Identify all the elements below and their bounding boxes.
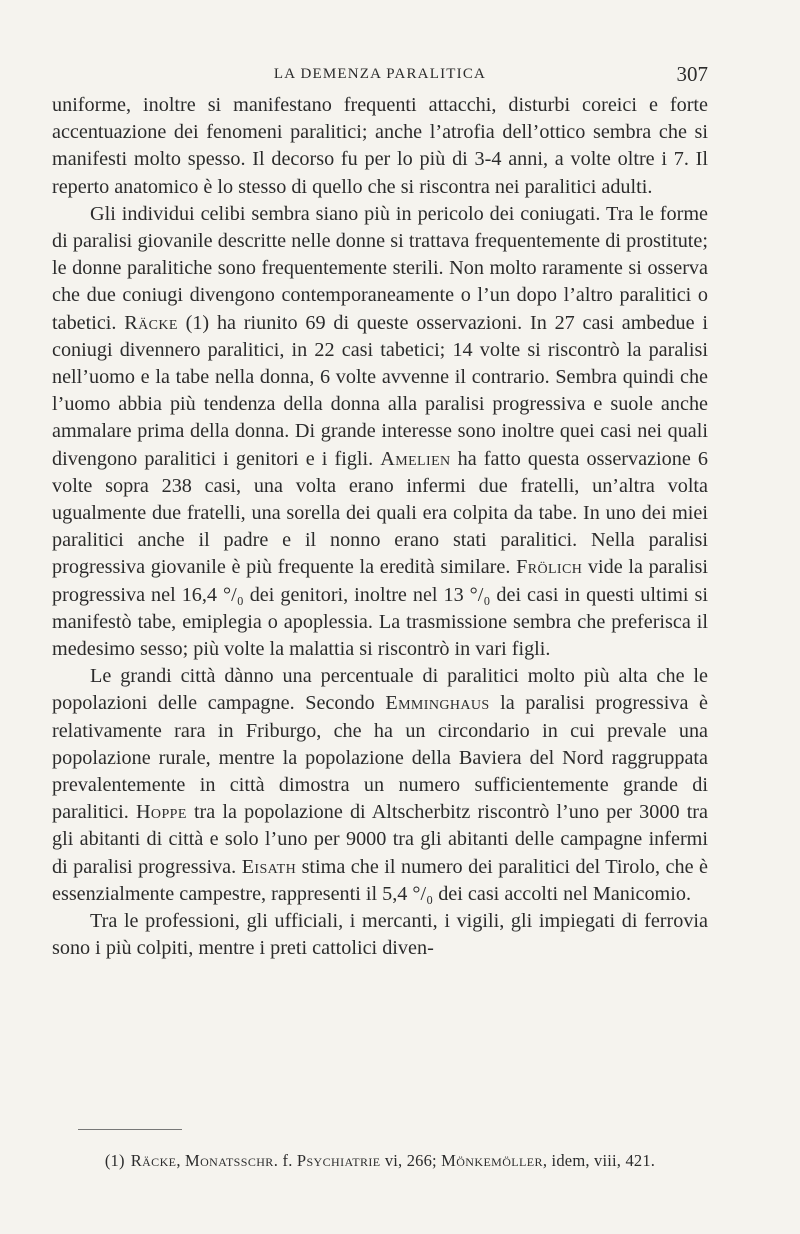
author-name: Hoppe — [135, 801, 187, 824]
text-run: , idem, viii, 421. — [542, 1151, 656, 1170]
text-run: Gli individui celibi sembra siano più in pericolo dei coniugati. Tra le forme di paralisi giovanile descritte nelle donne si trattava frequentemente di prostitute; le donne paralitiche sono frequentemente sterili. Non molto raramente si osserva che due coniugi divengono contemporaneamente o l’un dopo l’altro paralitici o tabetici. — [52, 202, 708, 334]
footnote — [52, 1150, 708, 1172]
footnote-text — [131, 1151, 655, 1170]
running-title: LA DEMENZA PARALITICA — [273, 66, 487, 82]
paragraph — [52, 201, 708, 663]
author-name: Amelien — [380, 447, 451, 470]
paragraph — [52, 92, 708, 201]
author-name: Emminghaus — [385, 692, 490, 715]
author-name: Mönkemöller — [441, 1151, 543, 1170]
text-run: f. — [278, 1151, 297, 1170]
author-name: Eisath — [241, 855, 297, 878]
text-run: uniforme, inoltre si manifestano frequenti attacchi, disturbi coreici e forte accentuazione dei fenomeni paralitici; anche l’atrofia dell’ottico sembra che si manifesti molto spesso. Il decorso fu per lo più di 3-4 anni, a volte oltre i 7. Il reperto anatomico è lo stesso di quello che si riscontra nei paralitici adulti. — [52, 94, 708, 198]
text-run: stima che il numero dei paralitici del Tirolo, che è essenzialmente campestre, rappresenti il 5,4 °/₀ dei casi accolti nel Manicomio. — [52, 855, 709, 905]
text-run: Tra le professioni, gli ufficiali, i mercanti, i vigili, gli impiegati di ferrovia sono i più colpiti, mentre i preti cattolici diven- — [52, 910, 708, 960]
text-run: tra la popolazione di Altscherbitz riscontrò l’uno per 3000 tra gli abitanti di città e solo l’uno per 9000 tra gli abitanti delle campagne infermi di paralisi progressiva. — [52, 801, 708, 878]
text-run: la paralisi progressiva è relativamente rara in Friburgo, che ha un circondario in cui prevale una popolazione rurale, mentre la popolazione della Baviera del Nord raggruppata prevalentemente in città dimostra un numero sufficientemente grande di paralitici. — [52, 692, 708, 824]
author-name: Psychiatrie — [296, 1151, 381, 1170]
text-run: Le grandi città dànno una percentuale di paralitici molto più alta che le popolazioni delle campagne. Secondo — [52, 665, 708, 715]
footnote-number: (1) — [104, 1151, 125, 1170]
text-run: , — [176, 1151, 186, 1170]
paragraph — [52, 663, 708, 908]
text-run: ha fatto questa osservazione 6 volte sopra 238 casi, una volta erano infermi due fratelli, un’altra volta ugualmente due fratelli, una sorella dei quali era colpita da tabe. In uno dei miei paralitici anche il padre e il nonno erano stati paralitici. Nella paralisi progressiva giovanile è più frequente la eredità similare. — [52, 447, 708, 579]
author-name: Räcke — [130, 1151, 177, 1170]
footnote-rule — [78, 1129, 182, 1130]
text-run: (1) ha riunito 69 di queste osservazioni. In 27 casi ambedue i coniugi divennero paralitici, in 22 casi tabetici; 14 volte si riscontrò la paralisi nell’uomo e la tabe nella donna, 6 volte avvenne il contrario. Sembra quindi che l’uomo abbia più tendenza della donna alla paralisi progressiva e suole anche ammalare prima della donna. Di grande interesse sono inoltre quei casi nei quali divengono paralitici i genitori e i figli. — [52, 311, 708, 470]
text-run: vi, 266; — [380, 1151, 442, 1170]
paragraph — [52, 908, 708, 962]
page-header — [52, 62, 708, 88]
author-name: Räcke — [124, 311, 178, 334]
text-run: vide la paralisi progressiva nel 16,4 °/₀ dei genitori, inoltre nel 13 °/₀ dei casi in questi ultimi si manifestò tabe, emiplegia o apoplessia. La trasmissione sembra che preferisca il medesimo sesso; più volte la malattia si riscontrò in vari figli. — [52, 556, 708, 661]
author-name: Monatsschr. — [185, 1151, 279, 1170]
page-number: 307 — [676, 62, 708, 86]
body-text — [52, 92, 708, 963]
author-name: Frölich — [516, 556, 583, 579]
